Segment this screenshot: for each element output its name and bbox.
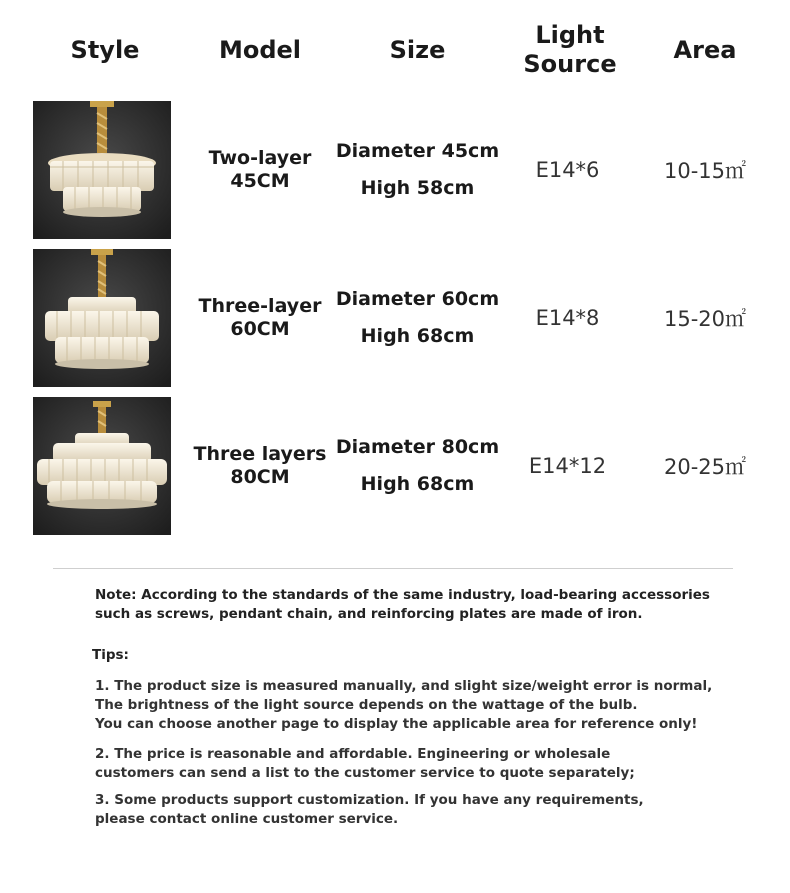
- size-cell: Diameter 60cm High 68cm: [335, 288, 500, 347]
- two-layer-chandelier-photo: [33, 101, 171, 239]
- product-row: [0, 101, 790, 239]
- section-divider: [53, 568, 733, 569]
- light-source-cell: E14*8: [535, 306, 600, 330]
- model-cell: Two-layer 45CM: [208, 147, 312, 192]
- header-light-source: Light Source: [523, 21, 617, 78]
- model-cell: Three-layer 60CM: [198, 295, 322, 340]
- light-source-cell: E14*6: [535, 158, 600, 182]
- model-cell: Three layers 80CM: [193, 443, 327, 488]
- tip-2: 2. The price is reasonable and affordable. Engineering or wholesale customers can send a list to the customer service to quote separately;: [95, 746, 635, 781]
- area-cell: 20-25㎡: [663, 455, 747, 479]
- three-layer-80-chandelier-photo: [33, 397, 171, 535]
- size-cell: Diameter 45cm High 58cm: [335, 140, 500, 199]
- header-style: Style: [70, 35, 140, 64]
- header-area: Area: [673, 35, 737, 64]
- light-source-cell: E14*12: [528, 454, 607, 478]
- header-size: Size: [389, 35, 446, 64]
- material-note: Note: According to the standards of the same industry, load-bearing accessories such as screws, pendant chain, and reinforcing plates are made of iron.: [95, 587, 710, 622]
- size-cell: Diameter 80cm High 68cm: [335, 436, 500, 495]
- three-layer-60-chandelier-photo: [33, 249, 171, 387]
- product-row: [0, 249, 790, 387]
- tip-1: 1. The product size is measured manually, and slight size/weight error is normal, The brightness of the light source depends on the wattage of the bulb. You can choose another page to display the applicable area for reference only!: [95, 678, 713, 732]
- tip-3: 3. Some products support customization. If you have any requirements, please contact online customer service.: [95, 792, 644, 827]
- area-cell: 15-20㎡: [663, 307, 747, 331]
- tips-title: Tips:: [92, 647, 129, 663]
- product-row: [0, 397, 790, 535]
- area-cell: 10-15㎡: [663, 159, 747, 183]
- header-model: Model: [218, 35, 302, 64]
